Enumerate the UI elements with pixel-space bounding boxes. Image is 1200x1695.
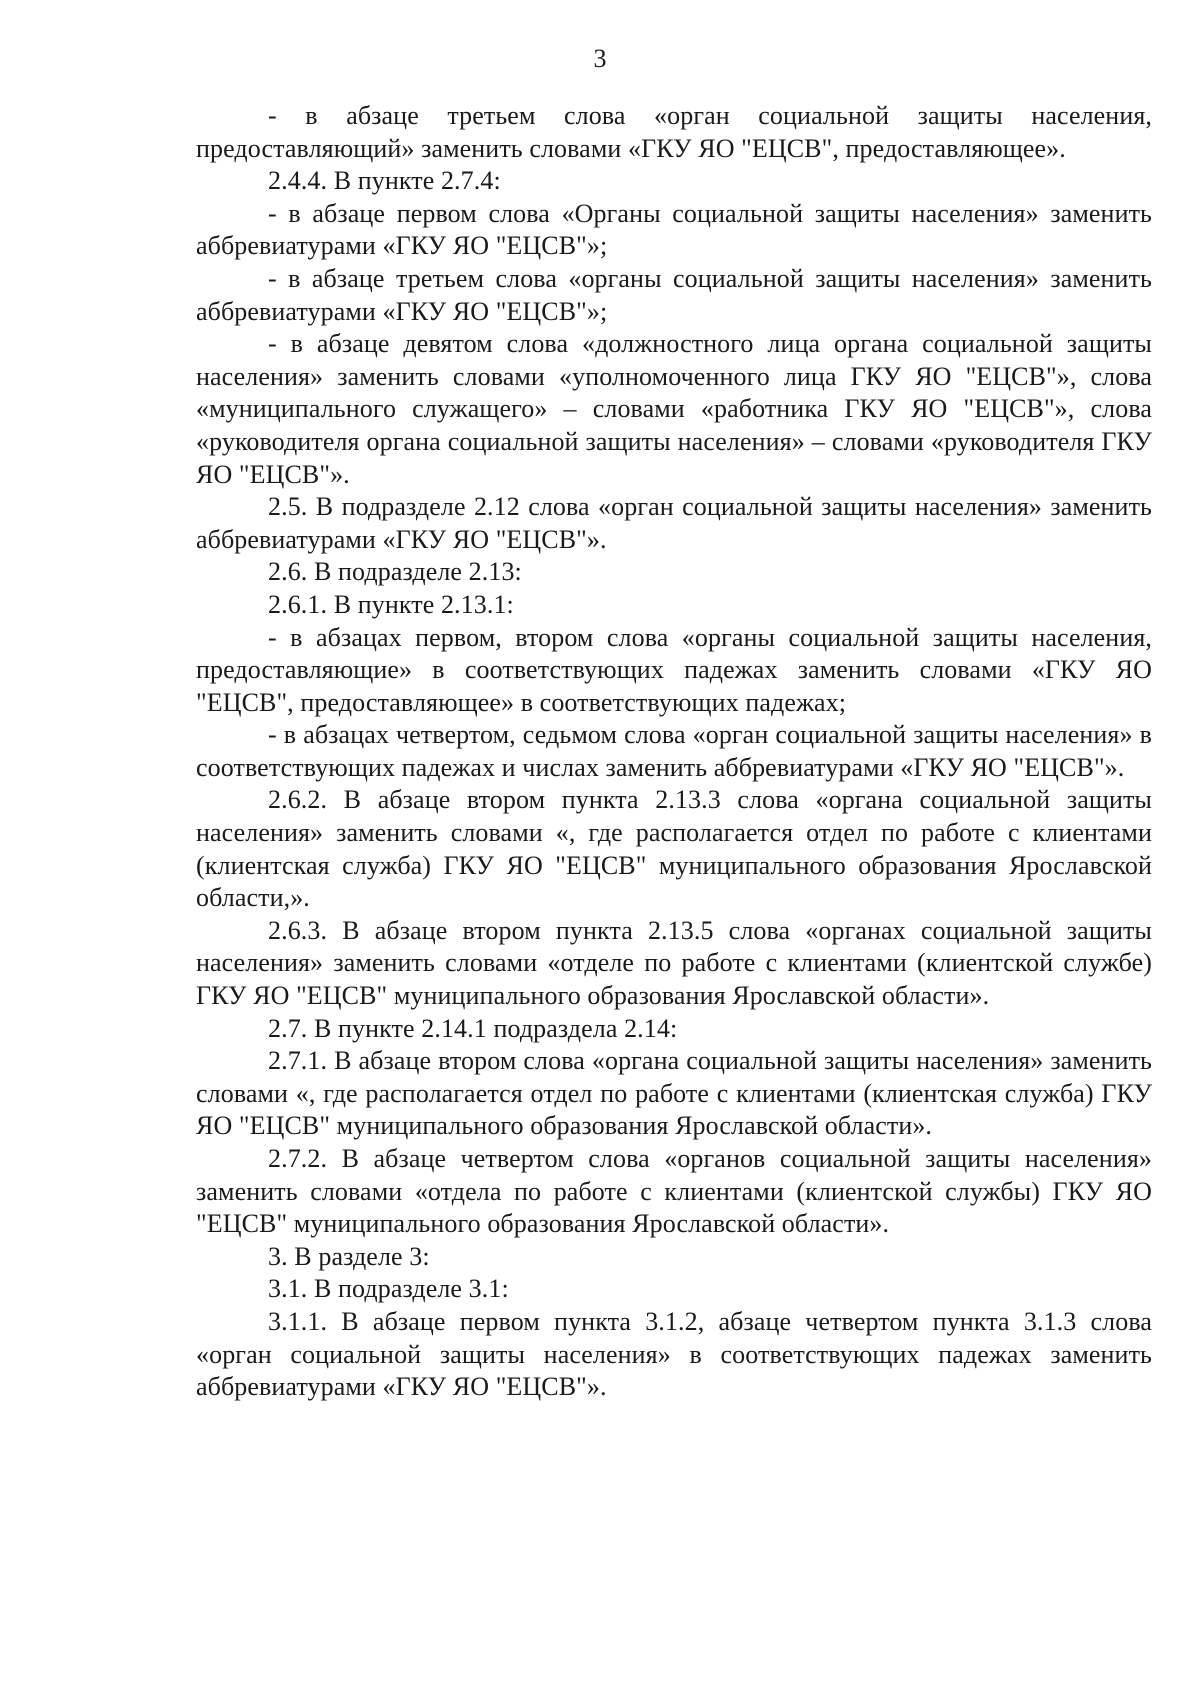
document-body bbox=[196, 100, 1152, 1404]
paragraph: 2.6.3. В абзаце втором пункта 2.13.5 слова «органах социальной защиты населения» заменить словами «отделе по работе с клиентами (клиентской службе) ГКУ ЯО "ЕЦСВ" муниципального образования Ярославской области». bbox=[196, 915, 1152, 1011]
paragraph: - в абзаце третьем слова «органы социальной защиты населения» заменить аббревиатурами «ГКУ ЯО "ЕЦСВ"»; bbox=[196, 263, 1152, 326]
paragraph: 3.1.1. В абзаце первом пункта 3.1.2, абзаце четвертом пункта 3.1.3 слова «орган социальной защиты населения» в соответствующих падежах заменить аббревиатурами «ГКУ ЯО "ЕЦСВ"». bbox=[196, 1306, 1152, 1402]
paragraph: 2.5. В подразделе 2.12 слова «орган социальной защиты населения» заменить аббревиатурами «ГКУ ЯО "ЕЦСВ"». bbox=[196, 492, 1152, 554]
paragraph: 2.7.1. В абзаце втором слова «органа социальной защиты населения» заменить словами «, где располагается отдел по работе с клиентами (клиентская служба) ГКУ ЯО "ЕЦСВ" муниципального образования Ярославской области». bbox=[196, 1046, 1152, 1141]
paragraph: 2.6.1. В пункте 2.13.1: bbox=[268, 589, 514, 619]
page-number: 3 bbox=[593, 44, 607, 73]
paragraph: 2.7.2. В абзаце четвертом слова «органов социальной защиты населения» заменить словами «отдела по работе с клиентами (клиентской службы) ГКУ ЯО "ЕЦСВ" муниципального образования Ярославской области». bbox=[196, 1144, 1152, 1239]
paragraph: - в абзаце первом слова «Органы социальной защиты населения» заменить аббревиатурами «ГКУ ЯО "ЕЦСВ"»; bbox=[196, 198, 1152, 261]
paragraph: - в абзаце девятом слова «должностного лица органа социальной защиты населения» заменить словами «уполномоченного лица ГКУ ЯО "ЕЦСВ"», слова «муниципального служащего» – словами «работника ГКУ ЯО "ЕЦСВ"», слова «руководителя органа социальной защиты населения» – словами «руководителя ГКУ ЯО "ЕЦСВ"». bbox=[196, 329, 1152, 489]
paragraph: - в абзацах первом, втором слова «органы социальной защиты населения, предоставляющие» в соответствующих падежах заменить словами «ГКУ ЯО "ЕЦСВ", предоставляющее» в соответствующих падежах; bbox=[196, 622, 1152, 717]
paragraph: - в абзаце третьем слова «орган социальной защиты населения, предоставляющий» заменить словами «ГКУ ЯО "ЕЦСВ", предоставляющее». bbox=[196, 101, 1152, 163]
paragraph: 2.4.4. В пункте 2.7.4: bbox=[268, 166, 501, 196]
paragraph: 2.6.2. В абзаце втором пункта 2.13.3 слова «органа социальной защиты населения» заменить словами «, где располагается отдел по работе с клиентами (клиентская служба) ГКУ ЯО "ЕЦСВ" муниципального образования Ярославской области,». bbox=[196, 785, 1152, 913]
paragraph: 2.7. В пункте 2.14.1 подраздела 2.14: bbox=[268, 1013, 678, 1043]
paragraph: 3. В разделе 3: bbox=[268, 1241, 430, 1271]
paragraph: - в абзацах четвертом, седьмом слова «орган социальной защиты населения» в соответствующих падежах и числах заменить аббревиатурами «ГКУ ЯО "ЕЦСВ"». bbox=[196, 720, 1152, 782]
paragraph: 2.6. В подразделе 2.13: bbox=[268, 557, 522, 587]
paragraph: 3.1. В подразделе 3.1: bbox=[268, 1274, 509, 1304]
